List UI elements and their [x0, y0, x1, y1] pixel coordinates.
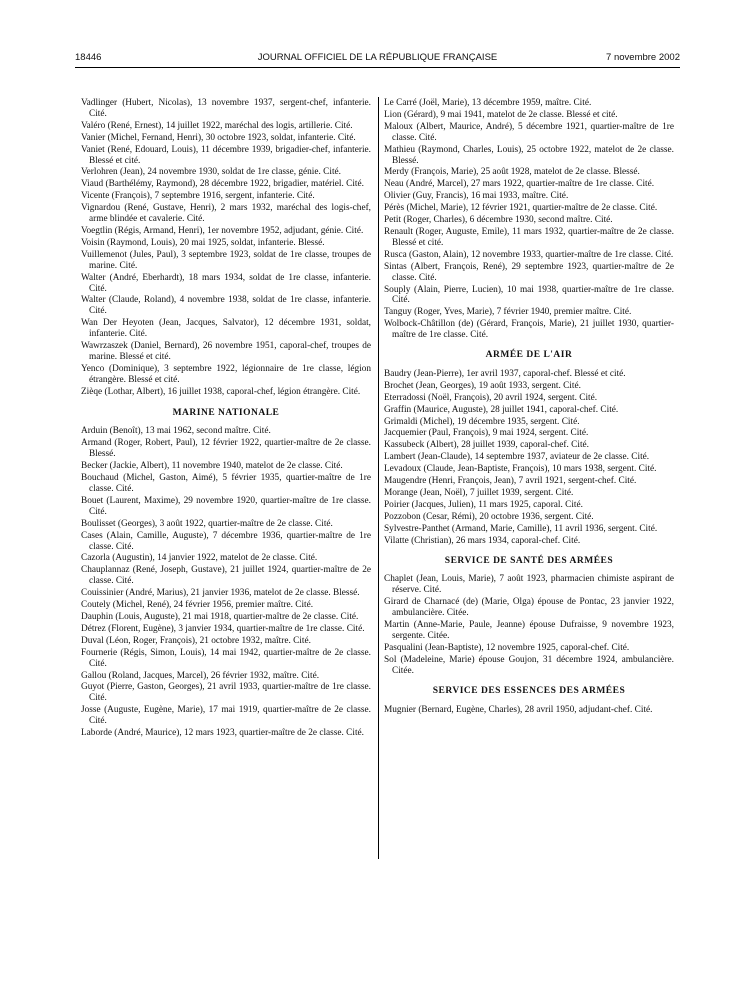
entries-army-list	[81, 98, 371, 398]
list-item: Pérès (Michel, Marie), 12 février 1921, quartier-maître de 2e classe. Cité.	[384, 203, 658, 214]
list-item: Vanier (Michel, Fernand, Henri), 30 octobre 1923, soldat, infanterie. Cité.	[81, 132, 356, 143]
left-column	[81, 98, 371, 740]
list-item: Sol (Madeleine, Marie) épouse Goujon, 31 décembre 1924, ambulancière. Citée.	[384, 654, 674, 676]
issue-date: 7 novembre 2002	[606, 52, 680, 63]
list-item: Bouchaud (Michel, Gaston, Aimé), 5 février 1935, quartier-maître de 1re classe. Cité.	[81, 473, 371, 494]
list-item: Vignardou (René, Gustave, Henri), 2 mars 1932, maréchal des logis-chef, arme blindée et cavalerie. Cité.	[81, 203, 371, 225]
list-item: Boulisset (Georges), 3 août 1922, quartier-maître de 2e classe. Cité.	[81, 518, 333, 529]
list-item: Fournerie (Régis, Simon, Louis), 14 mai 1942, quartier-maître de 2e classe. Cité.	[81, 647, 371, 669]
list-item: Armand (Roger, Robert, Paul), 12 février 1922, quartier-maître de 2e classe. Blessé.	[81, 438, 371, 460]
list-item: Brochet (Jean, Georges), 19 août 1933, sergent. Cité.	[384, 380, 581, 391]
journal-title: JOURNAL OFFICIEL DE LA RÉPUBLIQUE FRANÇAISE	[257, 52, 498, 63]
list-item: Souply (Alain, Pierre, Lucien), 10 mai 1938, quartier-maître de 1re classe. Cité.	[384, 284, 674, 306]
list-item: Pasqualini (Jean-Baptiste), 12 novembre 1925, caporal-chef. Cité.	[384, 642, 630, 653]
list-item: Couissinier (André, Marius), 21 janvier 1936, matelot de 2e classe. Blessé.	[81, 588, 360, 599]
list-item: Sylvestre-Panthet (Armand, Marie, Camille), 11 avril 1936, sergent. Cité.	[384, 523, 658, 534]
list-item: Cases (Alain, Camille, Auguste), 7 décembre 1936, quartier-maître de 1re classe. Cité.	[81, 530, 371, 552]
list-item: Lambert (Jean-Claude), 14 septembre 1937, aviateur de 2e classe. Cité.	[384, 452, 650, 463]
right-column	[384, 98, 674, 716]
list-item: Dauphin (Louis, Auguste), 21 mai 1918, quartier-maître de 2e classe. Cité.	[81, 611, 359, 622]
page-number: 18446	[75, 52, 102, 63]
list-item: Vuillemenot (Jules, Paul), 3 septembre 1923, soldat de 1re classe, troupes de marine. Cité.	[81, 249, 371, 271]
list-item: Walter (Claude, Roland), 4 novembre 1938, soldat de 1re classe, infanterie. Cité.	[81, 295, 371, 317]
list-item: Eterradossi (Noël, François), 20 avril 1924, sergent. Cité.	[384, 392, 598, 403]
list-item: Laborde (André, Maurice), 12 mars 1923, quartier-maître de 2e classe. Cité.	[81, 728, 365, 739]
list-item: Vilatte (Christian), 26 mars 1934, caporal-chef. Cité.	[384, 535, 581, 546]
list-item: Josse (Auguste, Eugène, Marie), 17 mai 1919, quartier-maître de 2e classe. Cité.	[81, 705, 371, 727]
list-item: Martin (Anne-Marie, Paule, Jeanne) épouse Dufraisse, 9 novembre 1923, sergente. Citée.	[384, 620, 674, 641]
entries-sante-list	[384, 574, 674, 676]
list-item: Poirier (Jacques, Julien), 11 mars 1925, caporal. Cité.	[384, 499, 583, 510]
list-item: Maugendre (Henri, François, Jean), 7 avril 1921, sergent-chef. Cité.	[384, 476, 637, 487]
page-header	[75, 52, 680, 66]
list-item: Baudry (Jean-Pierre), 1er avril 1937, caporal-chef. Blessé et cité.	[384, 368, 626, 379]
list-item: Vicente (François), 7 septembre 1916, sergent, infanterie. Cité.	[81, 191, 315, 202]
list-item: Verlohren (Jean), 24 novembre 1930, soldat de 1re classe, génie. Cité.	[81, 167, 341, 178]
list-item: Mugnier (Bernard, Eugène, Charles), 28 avril 1950, adjudant-chef. Cité.	[384, 704, 653, 715]
section-title-air: ARMÉE DE L'AIR	[485, 350, 573, 361]
list-item: Pozzobon (Cesar, Rémi), 20 octobre 1936, sergent. Cité.	[384, 511, 594, 522]
list-item: Zièqe (Lothar, Albert), 16 juillet 1938, caporal-chef, légion étrangère. Cité.	[81, 386, 361, 397]
list-item: Arduin (Benoît), 13 mai 1962, second maître. Cité.	[81, 426, 271, 437]
list-item: Maloux (Albert, Maurice, André), 5 décembre 1921, quartier-maître de 1re classe. Cité.	[384, 121, 674, 143]
list-item: Merdy (François, Marie), 25 août 1928, matelot de 2e classe. Blessé.	[384, 167, 640, 178]
list-item: Guyot (Pierre, Gaston, Georges), 21 avril 1933, quartier-maître de 1re classe. Cité.	[81, 682, 371, 704]
list-item: Petit (Roger, Charles), 6 décembre 1930, second maître. Cité.	[384, 215, 613, 226]
list-item: Graffin (Maurice, Auguste), 28 juillet 1941, caporal-chef. Cité.	[384, 404, 619, 415]
list-item: Yenco (Dominique), 3 septembre 1922, légionnaire de 1re classe, légion étrangère. Blessé et cité.	[81, 363, 371, 385]
list-item: Renault (Roger, Auguste, Emile), 11 mars 1932, quartier-maître de 2e classe. Blessé et cité.	[384, 226, 674, 248]
list-item: Girard de Charnacé (de) (Marie, Olga) épouse de Pontac, 23 janvier 1922, ambulancière. Citée.	[384, 597, 674, 619]
list-item: Levadoux (Claude, Jean-Baptiste, François), 10 mars 1938, sergent. Cité.	[384, 464, 657, 475]
list-item: Vaniet (René, Edouard, Louis), 11 décembre 1939, brigadier-chef, infanterie. Blessé et cité.	[81, 144, 371, 166]
list-item: Olivier (Guy, Francis), 16 mai 1933, maître. Cité.	[384, 191, 569, 202]
list-item: Cazorla (Augustin), 14 janvier 1922, matelot de 2e classe. Cité.	[81, 553, 318, 564]
list-item: Tanguy (Roger, Yves, Marie), 7 février 1940, premier maître. Cité.	[384, 307, 632, 318]
section-title-marine: MARINE NATIONALE	[172, 407, 280, 418]
list-item: Valéro (René, Ernest), 14 juillet 1922, maréchal des logis, artillerie. Cité.	[81, 120, 353, 131]
section-title-sante: SERVICE DE SANTÉ DES ARMÉES	[444, 555, 614, 566]
list-item: Wolbock-Châtillon (de) (Gérard, François, Marie), 21 juillet 1930, quartier-maître de 1re classe. Cité.	[384, 319, 674, 341]
entries-marine-continued-list	[384, 98, 674, 341]
list-item: Lion (Gérard), 9 mai 1941, matelot de 2e classe. Blessé et cité.	[384, 109, 618, 120]
column-divider	[378, 97, 379, 859]
list-item: Gallou (Roland, Jacques, Marcel), 26 février 1932, maître. Cité.	[81, 670, 320, 681]
entries-marine-list	[81, 426, 371, 738]
list-item: Vadlinger (Hubert, Nicolas), 13 novembre 1937, sergent-chef, infanterie. Cité.	[81, 98, 371, 119]
list-item: Détrez (Florent, Eugène), 3 janvier 1934, quartier-maître de 1re classe. Cité.	[81, 623, 365, 634]
list-item: Rusca (Gaston, Alain), 12 novembre 1933, quartier-maître de 1re classe. Cité.	[384, 249, 674, 260]
list-item: Bouet (Laurent, Maxime), 29 novembre 1920, quartier-maître de 1re classe. Cité.	[81, 495, 371, 517]
list-item: Walter (André, Eberhardt), 18 mars 1934, soldat de 1re classe, infanterie. Cité.	[81, 272, 371, 294]
entries-essences-list	[384, 705, 674, 716]
list-item: Wawrzaszek (Daniel, Bernard), 26 novembre 1951, caporal-chef, troupes de marine. Blessé et cité.	[81, 341, 371, 362]
list-item: Jacquemier (Paul, François), 9 mai 1924, sergent. Cité.	[384, 428, 589, 439]
list-item: Voisin (Raymond, Louis), 20 mai 1925, soldat, infanterie. Blessé.	[81, 237, 325, 248]
list-item: Le Carré (Joël, Marie), 13 décembre 1959, maître. Cité.	[384, 98, 592, 108]
list-item: Becker (Jackie, Albert), 11 novembre 1940, matelot de 2e classe. Cité.	[81, 461, 343, 472]
list-item: Chaplet (Jean, Louis, Marie), 7 août 1923, pharmacien chimiste aspirant de réserve. Cité.	[384, 574, 674, 596]
list-item: Sintas (Albert, François, René), 29 septembre 1923, quartier-maître de 2e classe. Cité.	[384, 261, 674, 283]
entries-air-list	[384, 369, 674, 547]
list-item: Neau (André, Marcel), 27 mars 1922, quartier-maître de 1re classe. Cité.	[384, 179, 655, 190]
section-title-essences: SERVICE DES ESSENCES DES ARMÉES	[432, 685, 626, 696]
list-item: Kassubeck (Albert), 28 juillet 1939, caporal-chef. Cité.	[384, 440, 589, 451]
list-item: Mathieu (Raymond, Charles, Louis), 25 octobre 1922, matelot de 2e classe. Blessé.	[384, 144, 674, 166]
list-item: Chauplannaz (René, Joseph, Gustave), 21 juillet 1924, quartier-maître de 2e classe. Cité.	[81, 565, 371, 587]
list-item: Grimaldi (Michel), 19 décembre 1935, sergent. Cité.	[384, 416, 580, 427]
list-item: Wan Der Heyoten (Jean, Jacques, Salvator), 12 décembre 1931, soldat, infanterie. Cité.	[81, 318, 371, 340]
list-item: Duval (Léon, Roger, François), 21 octobre 1932, maître. Cité.	[81, 635, 311, 646]
list-item: Morange (Jean, Noël), 7 juillet 1939, sergent. Cité.	[384, 488, 574, 498]
list-item: Coutely (Michel, René), 24 février 1956, premier maître. Cité.	[81, 600, 314, 611]
list-item: Viaud (Barthélémy, Raymond), 28 décembre 1922, brigadier, matériel. Cité.	[81, 179, 364, 190]
header-rule	[75, 67, 680, 68]
list-item: Voegtlin (Régis, Armand, Henri), 1er novembre 1952, adjudant, génie. Cité.	[81, 225, 364, 236]
